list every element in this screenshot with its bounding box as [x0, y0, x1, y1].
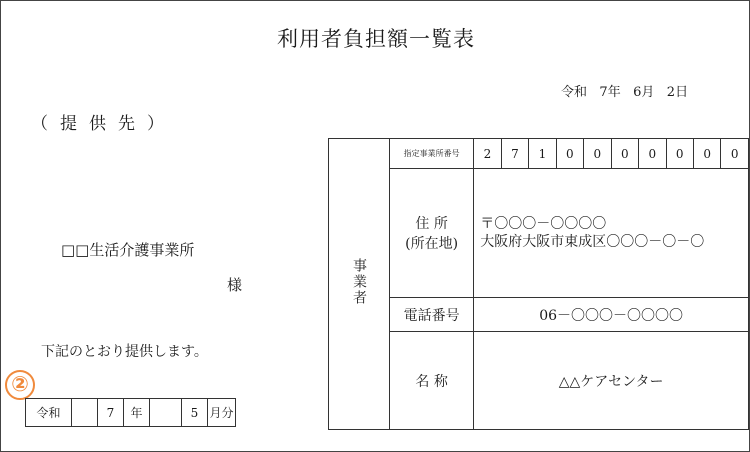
- business-info-table: [328, 138, 749, 430]
- recipient-name: □□生活介護事業所: [61, 241, 195, 259]
- provider-heading: （提供先）: [31, 114, 176, 134]
- period-month-value: 5: [182, 399, 208, 427]
- business-number-digit: 0: [721, 139, 749, 169]
- phone-label: 電話番号: [390, 298, 474, 332]
- business-number-digit: 0: [639, 139, 666, 169]
- notice-text: 下記のとおり提供します。: [41, 344, 208, 360]
- business-number-digit: 0: [556, 139, 583, 169]
- honorific: 様: [227, 276, 243, 294]
- phone-value: 06－〇〇〇－〇〇〇〇: [474, 298, 749, 332]
- issue-date-month: 6月: [633, 85, 655, 100]
- document-title: 利用者負担額一覧表: [277, 27, 475, 51]
- business-number-digit: 0: [611, 139, 638, 169]
- street-address: 大阪府大阪市東成区〇〇〇－〇－〇: [480, 234, 705, 250]
- billing-period-table: [25, 398, 236, 427]
- business-side-label: 事業者: [329, 139, 390, 430]
- period-year-unit: 年: [124, 399, 150, 427]
- business-number-digit: 0: [584, 139, 611, 169]
- period-month-unit: 月分: [208, 399, 236, 427]
- period-blank-2: [150, 399, 182, 427]
- business-number-digit: 1: [529, 139, 556, 169]
- issue-date: [561, 81, 688, 100]
- issue-date-year: 7年: [599, 85, 621, 100]
- business-number-label: 指定事業所番号: [390, 139, 474, 169]
- address-label: 住 所 (所在地): [390, 169, 474, 298]
- business-number-digit: 0: [666, 139, 693, 169]
- period-year-value: 7: [98, 399, 124, 427]
- business-name: △△ケアセンター: [474, 332, 749, 430]
- issue-date-era: 令和: [561, 85, 588, 100]
- postal-code: 〒〇〇〇－〇〇〇〇: [480, 216, 607, 232]
- business-number-digit: 2: [474, 139, 501, 169]
- period-era: 令和: [26, 399, 72, 427]
- name-label: 名 称: [390, 332, 474, 430]
- period-blank-1: [72, 399, 98, 427]
- business-number-digit: 0: [693, 139, 720, 169]
- address-value: [474, 169, 749, 298]
- business-number-digit: 7: [501, 139, 528, 169]
- issue-date-day: 2日: [666, 85, 689, 100]
- step-number-badge: ②: [5, 370, 35, 400]
